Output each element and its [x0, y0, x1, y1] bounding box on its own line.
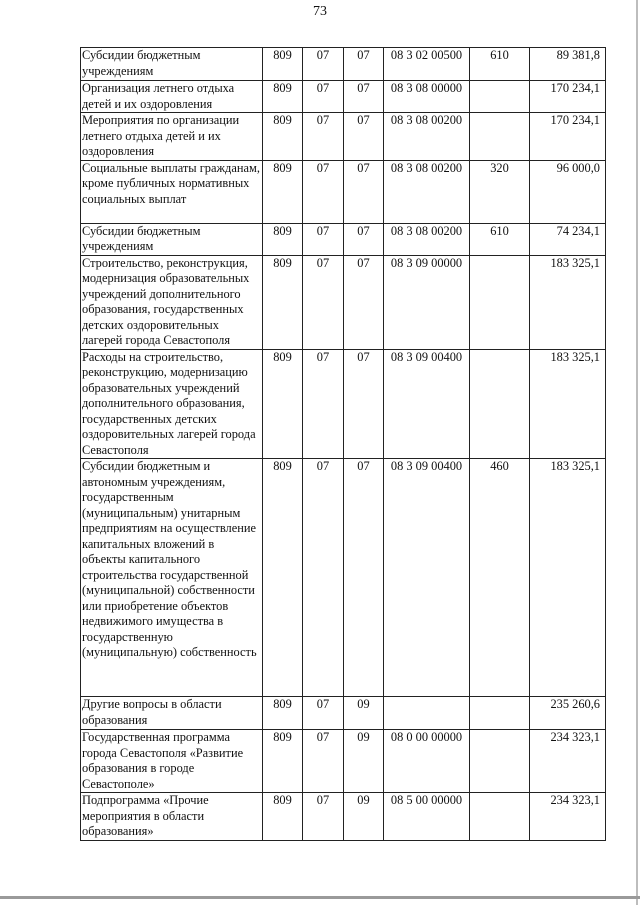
table-row — [81, 81, 606, 113]
ministry-code: 809 — [263, 48, 303, 81]
subsection-code: 07 — [344, 349, 384, 459]
row-name: Мероприятия по организации летнего отдыха детей и их оздоровления — [81, 113, 263, 161]
subsection-code: 07 — [344, 223, 384, 255]
table-row — [81, 349, 606, 459]
row-name: Субсидии бюджетным и автономным учреждениям, государственным (муниципальным) унитарным предприятиям на осуществление капитальных вложений в объекты капитального строительства государственной (муниципальной) собственности или приобретение объектов недвижимого имущества в государственную (муниципальную) собственность — [81, 459, 263, 697]
row-name: Субсидии бюджетным учреждениям — [81, 48, 263, 81]
section-code: 07 — [303, 255, 344, 349]
ministry-code: 809 — [263, 223, 303, 255]
target-code: 08 3 08 00000 — [384, 81, 470, 113]
section-code: 07 — [303, 160, 344, 223]
table-row — [81, 697, 606, 730]
expense-type-code: 610 — [470, 48, 530, 81]
amount-value: 183 325,1 — [530, 459, 606, 697]
row-name: Строительство, реконструкция, модернизация образовательных учреждений дополнительного образования, государственных детских оздоровительных лагерей города Севастополя — [81, 255, 263, 349]
amount-value: 170 234,1 — [530, 113, 606, 161]
amount-value: 89 381,8 — [530, 48, 606, 81]
row-name: Субсидии бюджетным учреждениям — [81, 223, 263, 255]
expense-type-code — [470, 730, 530, 793]
ministry-code: 809 — [263, 730, 303, 793]
row-name: Организация летнего отдыха детей и их оздоровления — [81, 81, 263, 113]
target-code: 08 3 09 00400 — [384, 349, 470, 459]
subsection-code: 07 — [344, 160, 384, 223]
ministry-code: 809 — [263, 697, 303, 730]
amount-value: 235 260,6 — [530, 697, 606, 730]
target-code: 08 3 08 00200 — [384, 113, 470, 161]
section-code: 07 — [303, 48, 344, 81]
ministry-code: 809 — [263, 459, 303, 697]
expense-type-code: 320 — [470, 160, 530, 223]
subsection-code: 09 — [344, 697, 384, 730]
section-code: 07 — [303, 459, 344, 697]
amount-value: 74 234,1 — [530, 223, 606, 255]
subsection-code: 07 — [344, 255, 384, 349]
row-name: Другие вопросы в области образования — [81, 697, 263, 730]
table-row — [81, 793, 606, 841]
expense-type-code — [470, 255, 530, 349]
section-code: 07 — [303, 349, 344, 459]
subsection-code: 09 — [344, 730, 384, 793]
expense-type-code — [470, 793, 530, 841]
page-number: 73 — [313, 4, 327, 19]
scan-edge-right — [636, 0, 638, 905]
amount-value: 234 323,1 — [530, 730, 606, 793]
table-row — [81, 113, 606, 161]
table-row — [81, 48, 606, 81]
amount-value: 96 000,0 — [530, 160, 606, 223]
table-row — [81, 223, 606, 255]
table-row — [81, 160, 606, 223]
ministry-code: 809 — [263, 113, 303, 161]
amount-value: 183 325,1 — [530, 255, 606, 349]
row-name: Социальные выплаты гражданам, кроме публичных нормативных социальных выплат — [81, 160, 263, 223]
table-body — [81, 48, 606, 841]
subsection-code: 07 — [344, 48, 384, 81]
section-code: 07 — [303, 113, 344, 161]
ministry-code: 809 — [263, 81, 303, 113]
section-code: 07 — [303, 793, 344, 841]
target-code: 08 5 00 00000 — [384, 793, 470, 841]
table-row — [81, 255, 606, 349]
table-row — [81, 459, 606, 697]
table-row — [81, 730, 606, 793]
amount-value: 170 234,1 — [530, 81, 606, 113]
subsection-code: 09 — [344, 793, 384, 841]
budget-table — [80, 47, 606, 841]
target-code: 08 3 08 00200 — [384, 160, 470, 223]
section-code: 07 — [303, 730, 344, 793]
subsection-code: 07 — [344, 113, 384, 161]
subsection-code: 07 — [344, 459, 384, 697]
ministry-code: 809 — [263, 160, 303, 223]
amount-value: 183 325,1 — [530, 349, 606, 459]
scan-edge-bottom — [0, 896, 640, 899]
expense-type-code — [470, 113, 530, 161]
expense-type-code — [470, 697, 530, 730]
expense-type-code: 610 — [470, 223, 530, 255]
expense-type-code — [470, 349, 530, 459]
target-code: 08 3 02 00500 — [384, 48, 470, 81]
expense-type-code: 460 — [470, 459, 530, 697]
amount-value: 234 323,1 — [530, 793, 606, 841]
target-code: 08 3 09 00400 — [384, 459, 470, 697]
row-name: Расходы на строительство, реконструкцию, модернизацию образовательных учреждений дополнительного образования, государственных детских оздоровительных лагерей города Севастополя — [81, 349, 263, 459]
target-code — [384, 697, 470, 730]
ministry-code: 809 — [263, 255, 303, 349]
row-name: Государственная программа города Севастополя «Развитие образования в городе Севастополе» — [81, 730, 263, 793]
target-code: 08 3 09 00000 — [384, 255, 470, 349]
target-code: 08 0 00 00000 — [384, 730, 470, 793]
subsection-code: 07 — [344, 81, 384, 113]
target-code: 08 3 08 00200 — [384, 223, 470, 255]
section-code: 07 — [303, 81, 344, 113]
section-code: 07 — [303, 223, 344, 255]
section-code: 07 — [303, 697, 344, 730]
expense-type-code — [470, 81, 530, 113]
row-name: Подпрограмма «Прочие мероприятия в области образования» — [81, 793, 263, 841]
ministry-code: 809 — [263, 793, 303, 841]
ministry-code: 809 — [263, 349, 303, 459]
